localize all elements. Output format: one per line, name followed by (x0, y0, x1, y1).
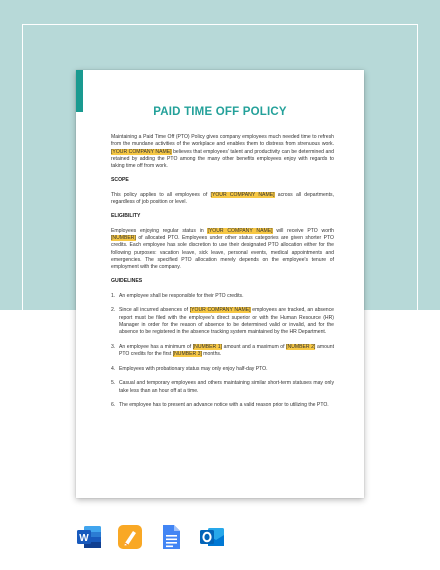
text-segment: employees are tracked, an absence report must be filed with the employee's direct superior or with the Human Resource (HR) Manager in order for the reason of absence to be determined valid or invalid, and for the absence to be registered in the absence tracking system maintained by the HR Department. (119, 307, 334, 336)
text-segment: of allocated PTO. Employees under other status categories are given shorter PTO credits. Each employee has sole discretion to use their designated PTO allocation either for the following purposes: vacation leave, sick leave, personal events, medical appointments and emergencies. The specified PTO allocation merely depends on the employee's tenure of employment with the company. (111, 234, 334, 271)
guideline-number: 3. (111, 343, 116, 350)
guideline-item (111, 344, 334, 359)
guideline-text (119, 344, 334, 359)
guideline-number: 1. (111, 292, 116, 299)
guidelines-heading: GUIDELINES (111, 278, 143, 285)
guideline-item (111, 293, 334, 300)
placeholder-highlight: [YOUR COMPANY NAME] (111, 148, 172, 155)
guideline-number: 6. (111, 402, 116, 409)
google-docs-icon[interactable] (158, 524, 184, 550)
text-segment: The employee has to present an advance notice with a valid reason prior to utilizing the PTO. (119, 402, 329, 409)
text-segment: believes that employees' talent and productivity can be determined and retained by adding the PTO among the many other benefits employees enjoy with regards to taking time off from work. (111, 148, 334, 170)
text-segment: across all departments, regardless of job position or level. (111, 191, 334, 206)
text-segment: amount PTO credits for the first (119, 343, 335, 358)
placeholder-highlight: [NUMBER] (111, 234, 136, 241)
scope-heading: SCOPE (111, 177, 129, 184)
text-segment: An employee shall be responsible for their PTO credits. (119, 292, 244, 299)
guideline-item (111, 380, 334, 395)
scope-paragraph (111, 192, 334, 207)
word-icon[interactable] (76, 524, 102, 550)
text-segment: Employees with probationary status may only enjoy half-day PTO. (119, 365, 268, 372)
placeholder-highlight: [NUMBER 3] (172, 351, 202, 358)
text-segment: amount and a maximum of (222, 343, 287, 350)
placeholder-highlight: [YOUR COMPANY NAME] (210, 191, 275, 198)
text-segment: will receive PTO worth (272, 227, 334, 234)
guideline-text (119, 402, 334, 409)
text-segment: months. (201, 351, 222, 358)
intro-paragraph (111, 134, 334, 170)
guideline-text (119, 380, 334, 395)
text-segment: This policy applies to all employees of (111, 191, 211, 198)
guideline-text (119, 307, 334, 336)
placeholder-highlight: [YOUR COMPANY NAME] (189, 307, 251, 314)
outlook-icon[interactable] (199, 524, 225, 550)
text-segment: Since all incurred absences of (119, 307, 190, 314)
guideline-number: 4. (111, 365, 116, 372)
compatible-apps-row (76, 524, 225, 550)
guidelines-list (111, 293, 334, 410)
text-segment: An employee has a minimum of (119, 343, 193, 350)
guideline-item (111, 402, 334, 409)
text-segment: Employees enjoying regular status in (111, 227, 208, 234)
guideline-text (119, 293, 334, 300)
guideline-number: 5. (111, 380, 116, 387)
guideline-item (111, 307, 334, 336)
guideline-number: 2. (111, 307, 116, 314)
document-title: PAID TIME OFF POLICY (153, 106, 287, 118)
text-segment: Casual and temporary employees and others maintaining similar short-term statuses may only take less than an hour off at a time. (119, 380, 334, 394)
placeholder-highlight: [YOUR COMPANY NAME] (207, 227, 273, 234)
eligibility-heading: ELIGIBILITY (111, 213, 141, 220)
guideline-item (111, 366, 334, 373)
document-page (76, 70, 364, 498)
eligibility-paragraph (111, 228, 334, 272)
placeholder-highlight: [NUMBER 2] (286, 343, 316, 350)
placeholder-highlight: [NUMBER 1] (192, 343, 223, 350)
guideline-text (119, 366, 334, 373)
pages-icon[interactable] (117, 524, 143, 550)
document-body (111, 134, 334, 417)
svg-text:W: W (79, 533, 89, 544)
text-segment: Maintaining a Paid Time Off (PTO) Policy gives company employees much needed time to refresh from the mundane activities of the workplace and enables them to distress from strenuous work. (111, 134, 334, 148)
